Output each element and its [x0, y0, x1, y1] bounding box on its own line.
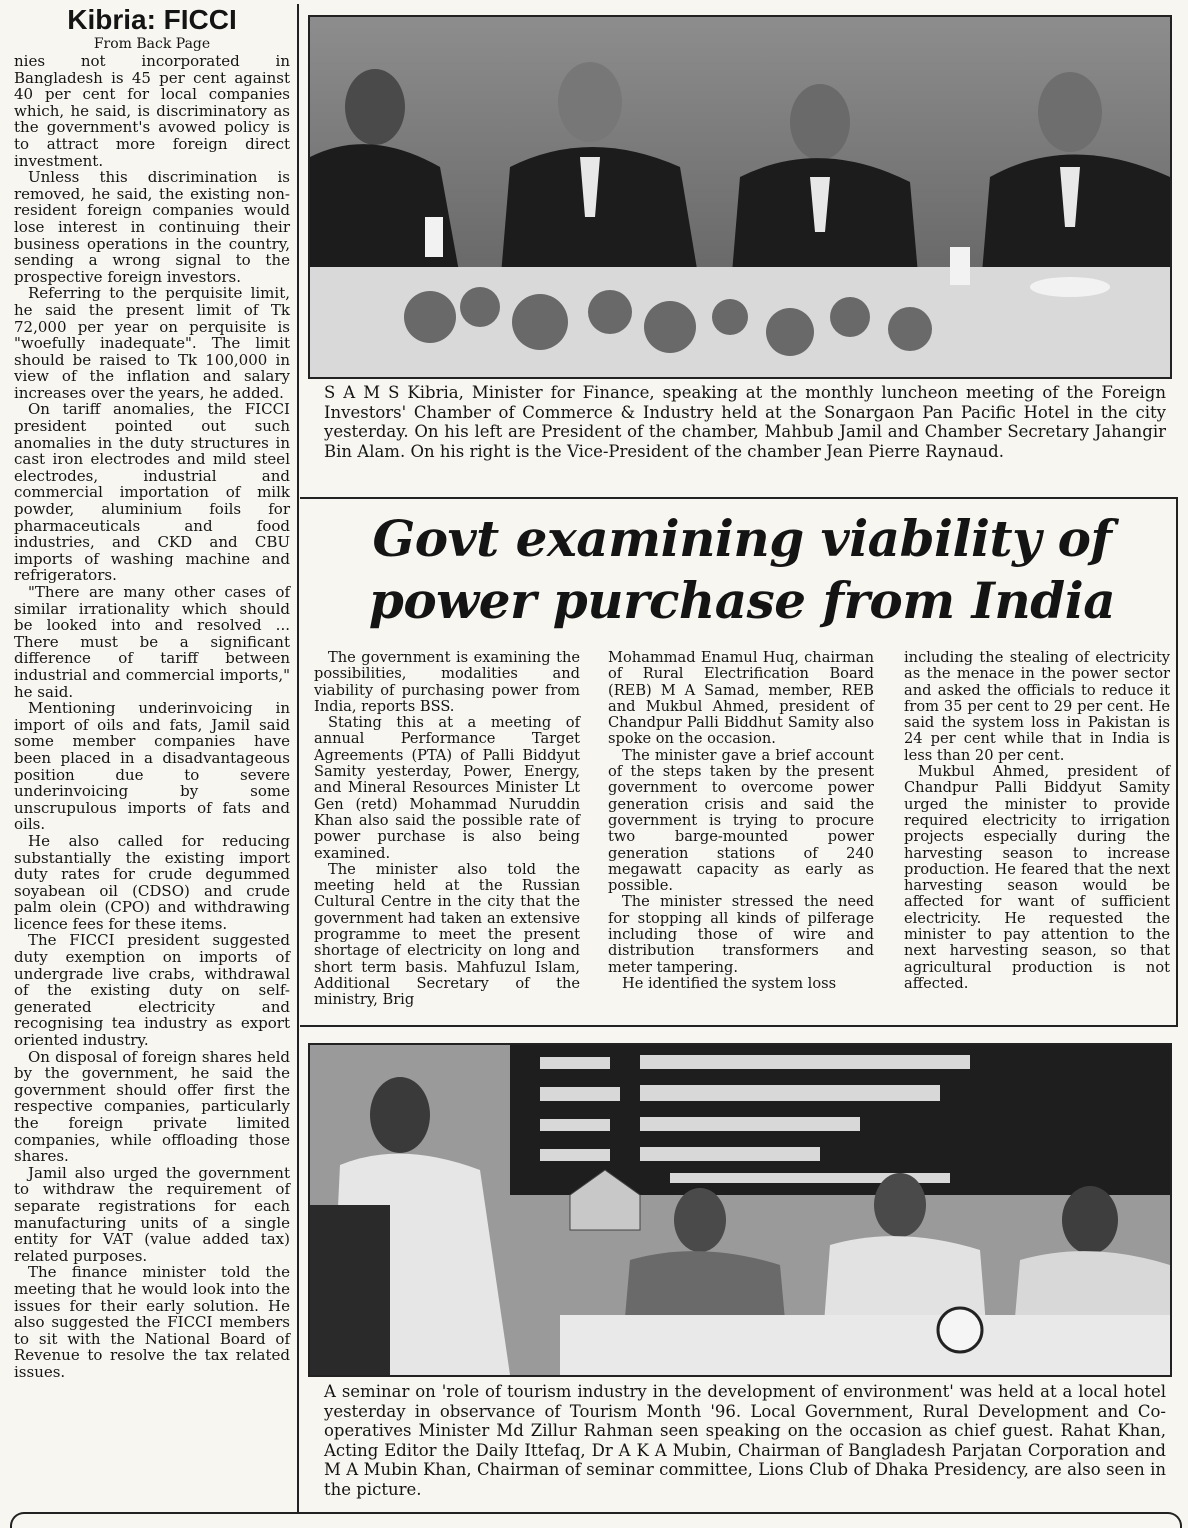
main-article-paragraph: The government is examining the possibilities, modalities and viability of purchasing power from India, reports BSS. — [314, 649, 580, 715]
main-article-column-2 — [608, 650, 874, 992]
main-article-paragraph: The minister gave a brief account of the steps taken by the present government to overcome power generation crisis and said the government is trying to procure two barge-mounted power generation stations of 240 megawatt capacity as early as possible. — [608, 746, 874, 895]
left-article — [14, 4, 290, 1381]
left-article-paragraph: He also called for reducing substantially the existing import duty rates for crude degummed soyabean oil (CDSO) and crude palm olein (CPO) and withdrawing licence fees for these items. — [14, 831, 290, 933]
headline-line-1: Govt examining viability of — [372, 509, 1112, 568]
left-article-paragraph: "There are many other cases of similar irrationality which should be looked into and resolved ... There must be a significant difference of tariff between industrial and commercial imports," he said. — [14, 583, 290, 701]
main-article-column-3 — [904, 650, 1170, 992]
main-article-column-1 — [314, 650, 580, 1009]
headline-line-2: power purchase from India — [368, 571, 1116, 630]
photo-luncheon-meeting — [308, 15, 1172, 379]
left-article-paragraph: The finance minister told the meeting that he would look into the issues for their early solution. He also suggested the FICCI members to sit with the National Board of Revenue to resolve the tax related issues. — [14, 1263, 290, 1381]
left-article-paragraph: Jamil also urged the government to withdraw the requirement of separate registrations for each manufacturing units of a single entity for VAT (value added tax) related purposes. — [14, 1163, 290, 1265]
left-article-headline: Kibria: FICCI — [67, 4, 237, 35]
left-article-paragraph: On tariff anomalies, the FICCI president pointed out such anomalies in the duty structures in cast iron electrodes and mild steel electrodes, industrial and commercial importation of milk powder, aluminium foils for pharmaceuticals and food industries, and CKD and CBU imports of washing machine and refrigerators. — [14, 400, 290, 585]
left-article-paragraph: On disposal of foreign shares held by the government, he said the government should offer first the respective companies, particularly the foreign private limited companies, while offloading those shares. — [14, 1047, 290, 1166]
left-article-paragraph: nies not incorporated in Bangladesh is 45 per cent against 40 per cent for local companies which, he said, is discriminatory as the government's avowed policy is to attract more foreign direct investment. — [14, 52, 290, 170]
main-article-paragraph: including the stealing of electricity as the menace in the power sector and asked the officials to reduce it from 35 per cent to 29 per cent. He said the system loss in Pakistan is 24 per cent while that in India is less than 20 per cent. — [904, 649, 1170, 764]
left-article-paragraph: Mentioning underinvoicing in import of oils and fats, Jamil said some member companies have been placed in a disadvantageous position due to severe underinvoicing by some unscrupulous imports of fats and oils. — [14, 699, 290, 834]
left-article-paragraph: The FICCI president suggested duty exemption on imports of undergrade live crabs, withdrawal of the existing duty on self-generated electricity and recognising tea industry as export oriented industry. — [14, 931, 290, 1050]
left-article-paragraph: Referring to the perquisite limit, he said the present limit of Tk 72,000 per year on perquisite is "woefully inadequate". The limit should be raised to Tk 100,000 in view of the inflation and salary increases over the years, he added. — [14, 284, 290, 402]
jump-line: From Back Page — [93, 36, 211, 52]
main-article-paragraph: Mukbul Ahmed, president of Chandpur Palli Biddyut Samity urged the minister to provide required electricity to irrigation projects especially during the harvesting season to increase production. He feared that the next harvesting season would be affected for want of sufficient electricity. He requested the minister to pay attention to the next harvesting season, so that agricultural production is not affected. — [904, 763, 1170, 992]
main-article-paragraph: The minister stressed the need for stopping all kinds of pilferage including those of wire and distribution transformers and meter tampering. — [608, 893, 874, 976]
next-article-border — [10, 1512, 1182, 1528]
main-article-paragraph: Stating this at a meeting of annual Performance Target Agreements (PTA) of Palli Biddyut Samity yesterday, Power, Energy, and Mineral Resources Minister Lt Gen (retd) Mohammad Nuruddin Khan also said the possible rate of power purchase is also being examined. — [314, 714, 580, 862]
main-headline — [312, 508, 1172, 632]
main-article-paragraph: He identified the system loss — [622, 974, 837, 992]
photo-tourism-seminar — [308, 1043, 1172, 1377]
main-article-paragraph: The minister also told the meeting held at the Russian Cultural Centre in the city that the government had taken an extensive programme to meet the present shortage of electricity on long and short term basis. Mahfuzul Islam, Additional Secretary of the ministry, Brig — [314, 860, 580, 1009]
photo-bottom-caption: A seminar on 'role of tourism industry in the development of environment' was held at a local hotel yesterday in observance of Tourism Month '96. Local Government, Rural Development and Co-operatives Minister Md Zillur Rahman seen speaking on the occasion as chief guest. Rahat Khan, Acting Editor the Daily Ittefaq, Dr A K A Mubin, Chairman of Bangladesh Parjatan Corporation and M A Mubin Khan, Chairman of seminar committee, Lions Club of Dhaka Presidency, are also seen in the picture. — [324, 1382, 1166, 1499]
column-divider — [297, 4, 299, 1512]
left-article-paragraph: Unless this discrimination is removed, he said, the existing non-resident foreign companies would lose interest in continuing their business operations in the country, sending a wrong signal to the prospective foreign investors. — [14, 168, 290, 286]
photo-top-caption: S A M S Kibria, Minister for Finance, speaking at the monthly luncheon meeting of the Foreign Investors' Chamber of Commerce & Industry held at the Sonargaon Pan Pacific Hotel in the city yesterday. On his left are President of the chamber, Mahbub Jamil and Chamber Secretary Jahangir Bin Alam. On his right is the Vice-President of the chamber Jean Pierre Raynaud. — [324, 383, 1166, 461]
main-article-paragraph: Mohammad Enamul Huq, chairman of Rural Electrification Board (REB) M A Samad, member, REB and Mukbul Ahmed, president of Chandpur Palli Biddhut Samity also spoke on the occasion. — [608, 649, 874, 748]
